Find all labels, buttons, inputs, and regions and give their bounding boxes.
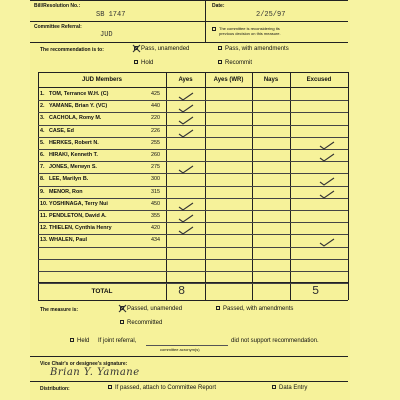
aye-checkmark-icon[interactable]	[177, 223, 195, 233]
table-row	[38, 125, 348, 137]
voting-record-sheet	[30, 0, 350, 400]
member-code: 226	[151, 127, 160, 134]
measure-recommitted-checkbox[interactable]	[120, 320, 124, 324]
table-row	[38, 210, 348, 222]
member-number: 8.	[40, 176, 45, 183]
rec-recommit[interactable]: Recommit	[218, 60, 252, 66]
total-excused[interactable]: 5	[312, 284, 320, 298]
member-code: 450	[151, 200, 160, 207]
member-name: PENDLETON, David A.	[49, 213, 107, 219]
rec-hold-checkbox[interactable]	[134, 60, 138, 64]
member-name: CASE, Ed	[49, 127, 74, 134]
dist-committee-report-checkbox[interactable]	[108, 385, 112, 389]
aye-checkmark-icon[interactable]	[177, 101, 195, 111]
date-label: Date:	[212, 3, 225, 9]
total-label: TOTAL	[91, 288, 113, 295]
rec-recommit-checkbox[interactable]	[218, 60, 222, 64]
table-row	[38, 161, 348, 173]
member-name: LEE, Marilyn B.	[49, 176, 89, 183]
table-row	[38, 222, 348, 234]
member-code: 420	[151, 225, 160, 232]
measure-label: The measure is:	[40, 307, 79, 313]
table-row	[38, 186, 348, 198]
member-number: 6.	[40, 152, 45, 158]
aye-checkmark-icon[interactable]	[177, 89, 195, 99]
joint-referral-caption: committee acronym(s)	[160, 347, 200, 352]
rec-pass-unamended[interactable]: Pass, unamended	[134, 46, 189, 52]
member-number: 9.	[40, 188, 45, 195]
date-value[interactable]: 2/25/97	[256, 11, 286, 19]
measure-held-checkbox[interactable]	[70, 338, 74, 342]
reconsider-checkbox[interactable]	[212, 27, 216, 31]
total-ayes[interactable]: 8	[178, 284, 186, 298]
measure-passed-amendments-checkbox[interactable]	[216, 306, 220, 310]
col-header-ayes-wr: Ayes (WR)	[213, 77, 244, 83]
member-name: YOSHINAGA, Terry Nui	[49, 200, 108, 207]
aye-checkmark-icon[interactable]	[177, 162, 195, 172]
member-code: 434	[151, 237, 160, 244]
table-row	[38, 198, 348, 210]
dist-committee-report[interactable]: If passed, attach to Committee Report	[108, 385, 216, 391]
aye-checkmark-icon[interactable]	[177, 211, 195, 221]
member-name: HERKES, Robert N.	[49, 139, 99, 146]
measure-held[interactable]: Held	[70, 338, 89, 344]
measure-passed-amendments[interactable]: Passed, with amendments	[216, 306, 293, 312]
table-row	[38, 112, 348, 124]
member-code: 260	[151, 152, 160, 158]
member-number: 11.	[40, 213, 48, 219]
joint-referral-text: If joint referral,	[98, 338, 137, 344]
member-code: 220	[151, 115, 160, 122]
member-name: JONES, Merwyn S.	[49, 164, 97, 171]
x-mark-icon	[132, 44, 141, 53]
member-name: WHALEN, Paul	[49, 237, 88, 244]
signature-label: Vice Chair's or designee's signature:	[40, 361, 128, 367]
rec-pass-amendments[interactable]: Pass, with amendments	[218, 46, 289, 52]
col-header-excused: Excused	[306, 77, 332, 83]
member-number: 7.	[40, 164, 45, 171]
reconsider-option[interactable]: The committee is reconsidering its previous decision on this measure.	[212, 26, 281, 36]
member-code: 355	[151, 213, 160, 219]
table-row	[38, 137, 348, 149]
signature[interactable]: Brian Y. Yamane	[50, 367, 140, 378]
member-number: 1.	[40, 91, 45, 97]
col-header-nays: Nays	[263, 77, 279, 83]
joint-referral-line[interactable]	[146, 345, 228, 346]
member-code: 275	[151, 164, 160, 171]
bill-label: Bill/Resolution No.:	[34, 3, 81, 9]
member-number: 13.	[40, 237, 48, 244]
member-number: 2.	[40, 103, 45, 110]
member-name: MENOR, Ron	[49, 188, 83, 195]
distribution-label: Distribution:	[40, 386, 70, 392]
col-header-ayes: Ayes	[178, 77, 193, 83]
committee-value[interactable]: JUD	[100, 31, 113, 39]
table-row	[38, 100, 348, 112]
col-header-members: JUD Members	[81, 77, 122, 83]
joint-referral-suffix: did not support recommendation.	[231, 338, 319, 344]
member-code: 440	[151, 103, 160, 110]
bill-value[interactable]: SB 1747	[96, 11, 126, 19]
member-name: CACHOLA, Romy M.	[49, 115, 102, 122]
measure-passed-unamended[interactable]: Passed, unamended	[120, 306, 182, 312]
recommendation-label: The recommendation is to:	[40, 47, 104, 53]
measure-recommitted[interactable]: Recommitted	[120, 320, 162, 326]
member-number: 3.	[40, 115, 45, 122]
table-row	[38, 234, 348, 246]
excused-checkmark-icon[interactable]	[318, 235, 336, 245]
excused-checkmark-icon[interactable]	[318, 150, 336, 160]
committee-label: Committee Referral:	[34, 24, 82, 30]
member-code: 300	[151, 176, 160, 183]
table-row	[38, 173, 348, 185]
member-name: YAMANE, Brian Y. (VC)	[49, 103, 108, 110]
member-number: 4.	[40, 127, 45, 134]
dist-data-entry-checkbox[interactable]	[272, 385, 276, 389]
member-number: 10.	[40, 200, 48, 207]
dist-data-entry[interactable]: Data Entry	[272, 385, 307, 391]
excused-checkmark-icon[interactable]	[318, 174, 336, 184]
aye-checkmark-icon[interactable]	[177, 199, 195, 209]
member-name: THIELEN, Cynthia Henry	[49, 225, 112, 232]
aye-checkmark-icon[interactable]	[177, 113, 195, 123]
member-number: 12.	[40, 225, 48, 232]
table-row	[38, 88, 348, 100]
member-code: 425	[151, 91, 160, 97]
member-code: 255	[151, 139, 160, 146]
table-row	[38, 149, 348, 161]
rec-pass-amendments-checkbox[interactable]	[218, 46, 222, 50]
member-name: HIRAKI, Kenneth T.	[49, 152, 98, 158]
excused-checkmark-icon[interactable]	[318, 187, 336, 197]
rec-hold[interactable]: Hold	[134, 60, 153, 66]
member-number: 5.	[40, 139, 45, 146]
aye-checkmark-icon[interactable]	[177, 126, 195, 136]
member-name: TOM, Terrance W.H. (C)	[49, 91, 109, 97]
excused-checkmark-icon[interactable]	[318, 138, 336, 148]
x-mark-icon	[118, 304, 127, 313]
member-code: 315	[151, 188, 160, 195]
